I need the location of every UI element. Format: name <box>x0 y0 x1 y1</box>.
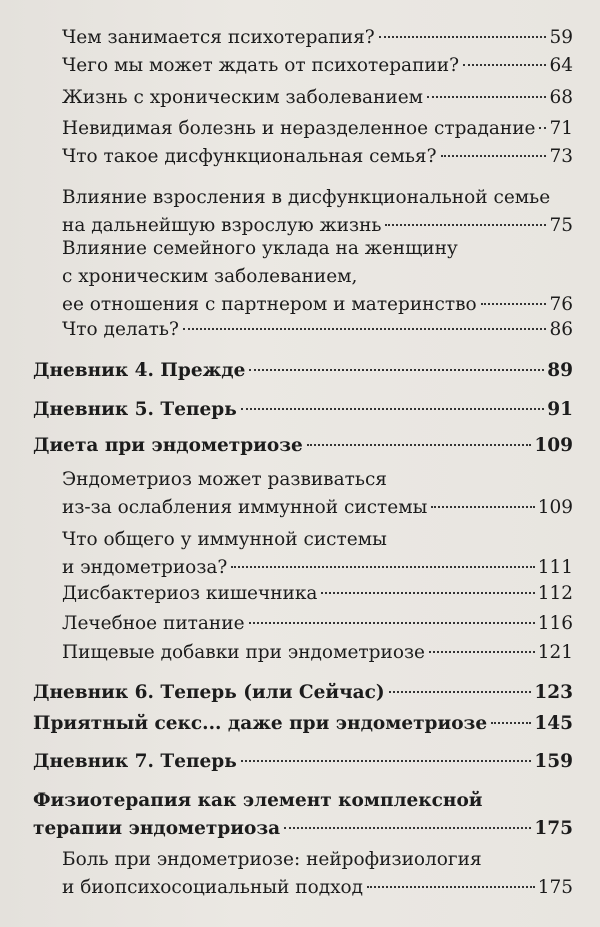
toc-entry-last-line <box>62 580 573 608</box>
page-number: 121 <box>537 642 573 663</box>
page-number: 145 <box>534 713 573 734</box>
page-number: 116 <box>537 613 573 634</box>
toc-entry-last-line <box>62 494 573 522</box>
page-number: 89 <box>547 360 573 381</box>
toc-entry-title-line: Диета при эндометриозе <box>33 435 303 456</box>
dot-leader <box>481 303 547 305</box>
toc-entry <box>62 143 573 171</box>
toc-entry-title-line: Дневник 7. Теперь <box>33 751 237 772</box>
toc-entry-title-line: Чем занимается психотерапия? <box>62 27 375 48</box>
toc-entry-last-line <box>62 24 573 52</box>
page-number: 123 <box>534 682 573 703</box>
toc-entry <box>33 710 573 738</box>
toc-entry <box>62 846 573 902</box>
toc-entry-title-line: из-за ослабления иммунной системы <box>62 497 428 518</box>
dot-leader <box>249 622 535 624</box>
toc-entry <box>62 580 573 608</box>
toc-entry-last-line <box>62 291 573 319</box>
dot-leader <box>249 369 544 371</box>
toc-entry <box>62 610 573 638</box>
toc-entry-title-line: Эндометриоз может развиваться <box>62 469 387 490</box>
toc-entry <box>62 24 573 52</box>
toc-entry-title-line: Дневник 4. Прежде <box>33 360 246 381</box>
toc-entry <box>62 184 573 240</box>
toc-entry <box>62 84 573 112</box>
toc-entry-title-line: Дисбактериоз кишечника <box>62 583 318 604</box>
toc-entry-last-line <box>33 432 573 460</box>
toc-entry-title-line: терапии эндометриоза <box>33 818 281 839</box>
toc-entry-last-line <box>62 115 573 143</box>
toc-entry-title-line: ее отношения с партнером и материнство <box>62 294 477 315</box>
page-number: 86 <box>549 319 573 340</box>
toc-entry-last-line <box>62 610 573 638</box>
page-number: 175 <box>537 877 573 898</box>
dot-leader <box>385 224 546 226</box>
toc-entry <box>33 679 573 707</box>
dot-leader <box>441 155 547 157</box>
dot-leader <box>231 566 534 568</box>
toc-entry-title-line: Дневник 5. Теперь <box>33 399 237 420</box>
toc-entry <box>62 235 573 319</box>
dot-leader <box>379 36 547 38</box>
dot-leader <box>463 64 546 66</box>
toc-entry-title-line: Невидимая болезнь и неразделенное страдание <box>62 118 536 139</box>
page-number: 109 <box>534 435 573 456</box>
page-number: 68 <box>549 87 573 108</box>
toc-entry-title-line: Пищевые добавки при эндометриозе <box>62 642 425 663</box>
toc-entry-last-line <box>33 396 573 424</box>
toc-entry-title-line: Чего мы может ждать от психотерапии? <box>62 55 460 76</box>
toc-entry-last-line <box>33 679 573 707</box>
toc-entry-title-line: Жизнь с хроническим заболеванием <box>62 87 424 108</box>
toc-entry <box>62 52 573 80</box>
page-number: 71 <box>549 118 573 139</box>
toc-entry-title-line: Дневник 6. Теперь (или Сейчас) <box>33 682 385 703</box>
toc-entry-last-line <box>33 815 573 843</box>
dot-leader <box>284 827 531 829</box>
page-number: 59 <box>549 27 573 48</box>
page-number: 64 <box>549 55 573 76</box>
toc-entry-title-line: и эндометриоза? <box>62 557 228 578</box>
toc-entry-title-line: Боль при эндометриозе: нейрофизиология <box>62 849 482 870</box>
toc-entry-last-line <box>62 639 573 667</box>
dot-leader <box>427 96 546 98</box>
toc-entry-title-line: с хроническим заболеванием, <box>62 266 358 287</box>
dot-leader <box>367 886 535 888</box>
toc-entry-last-line <box>33 710 573 738</box>
toc-entry <box>33 787 573 843</box>
dot-leader <box>431 506 534 508</box>
page-number: 109 <box>537 497 573 518</box>
page-number: 112 <box>537 583 573 604</box>
dot-leader <box>491 722 531 724</box>
toc-entry-title-line: и биопсихосоциальный подход <box>62 877 364 898</box>
toc-entry <box>33 357 573 385</box>
page-number: 75 <box>549 215 573 236</box>
toc-entry-title-line: Что такое дисфункциональная семья? <box>62 146 437 167</box>
dot-leader <box>429 651 535 653</box>
toc-entry <box>33 748 573 776</box>
page-number: 175 <box>534 818 573 839</box>
toc-entry-last-line <box>62 84 573 112</box>
toc-entry-last-line <box>33 748 573 776</box>
page-number: 111 <box>537 557 573 578</box>
toc-entry <box>62 466 573 522</box>
dot-leader <box>241 408 544 410</box>
toc-entry-last-line <box>62 316 573 344</box>
toc-entry-last-line <box>62 554 573 582</box>
toc-entry-title-line: Что делать? <box>62 319 179 340</box>
toc-entry-last-line <box>62 874 573 902</box>
toc-entry <box>62 639 573 667</box>
page-number: 91 <box>547 399 573 420</box>
toc-entry-last-line <box>62 52 573 80</box>
toc-entry <box>33 396 573 424</box>
page-number: 73 <box>549 146 573 167</box>
toc-entry-title-line: Лечебное питание <box>62 613 245 634</box>
toc-entry-title-line: Физиотерапия как элемент комплексной <box>33 790 483 811</box>
toc-entry-last-line <box>33 357 573 385</box>
toc-entry-title-line: Влияние взросления в дисфункциональной семье <box>62 187 551 208</box>
toc-entry <box>33 432 573 460</box>
dot-leader <box>389 691 532 693</box>
toc-entry <box>62 526 573 582</box>
toc-entry <box>62 316 573 344</box>
dot-leader <box>241 760 532 762</box>
page-number: 76 <box>549 294 573 315</box>
toc-entry-last-line <box>62 143 573 171</box>
toc-entry-title-line: Влияние семейного уклада на женщину <box>62 238 458 259</box>
dot-leader <box>307 444 532 446</box>
dot-leader <box>321 592 534 594</box>
dot-leader <box>539 127 546 129</box>
page-number: 159 <box>534 751 573 772</box>
toc-entry <box>62 115 573 143</box>
dot-leader <box>183 328 547 330</box>
toc-entry-title-line: Что общего у иммунной системы <box>62 529 387 550</box>
toc-entry-title-line: Приятный секс... даже при эндометриозе <box>33 713 488 734</box>
toc-entry-title-line: на дальнейшую взрослую жизнь <box>62 215 382 236</box>
